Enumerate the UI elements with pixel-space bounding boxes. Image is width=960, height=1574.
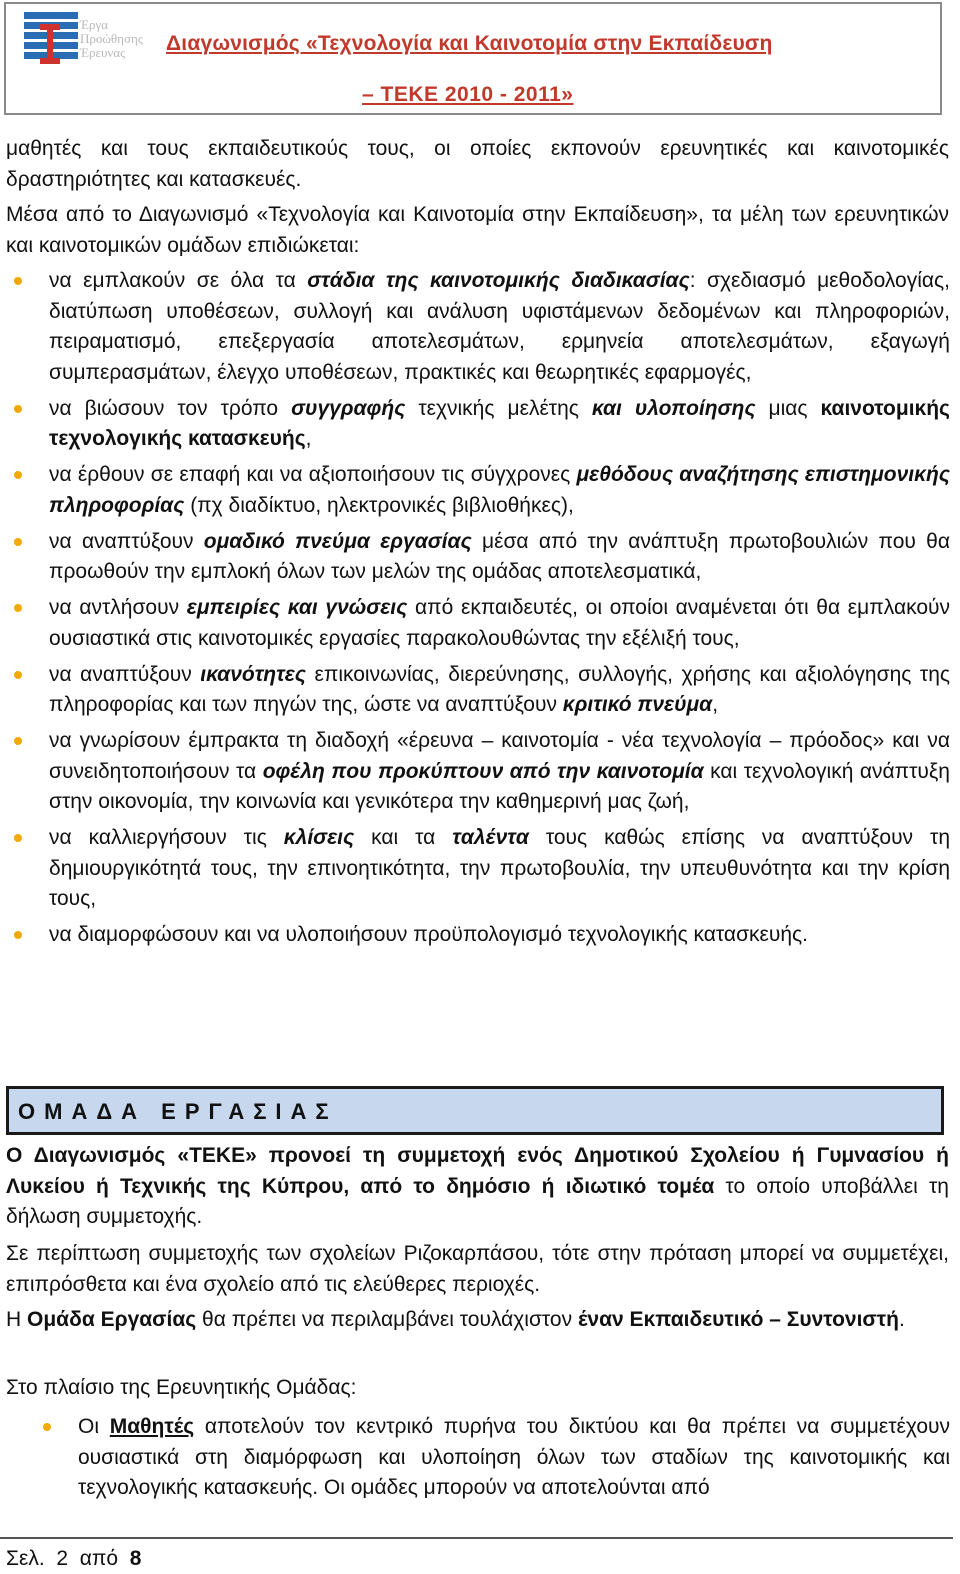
- team-list: [0, 1412, 950, 1509]
- bullet-icon: [14, 471, 22, 479]
- list-item: να αντλήσουν εμπειρίες και γνώσεις από εκπαιδευτές, οι οποίοι αναμένεται ότι θα εμπλακούν ουσιαστικά στις καινοτομικές εργασίες παρακολουθώντας την εξέλιξή τους,: [0, 593, 950, 654]
- page-number: 2: [56, 1547, 69, 1570]
- bullet-icon: [14, 277, 22, 285]
- section-heading: [6, 1086, 944, 1135]
- page-header: [4, 2, 942, 115]
- list-item: να καλλιεργήσουν τις κλίσεις και τα ταλέντα τους καθώς επίσης να αναπτύξουν τη δημιουργικότητά τους, την επινοητικότητα, την πρωτοβουλία, την υπευθυνότητα και την κρίση τους,: [0, 823, 950, 915]
- bullet-icon: [14, 834, 22, 842]
- bullet-icon: [14, 931, 22, 939]
- intro-paragraph-1: μαθητές και τους εκπαιδευτικούς τους, οι οποίες εκπονούν ερευνητικές και καινοτομικές δραστηριότητες και κατασκευές.: [6, 137, 949, 191]
- section-paragraph-2: Σε περίπτωση συμμετοχής των σχολείων Ριζοκαρπάσου, τότε στην πρόταση μπορεί να συμμετέχει, επιπρόσθετα και ένα σχολείο από τις ελεύθερες περιοχές.: [6, 1242, 949, 1296]
- list-item: να αναπτύξουν ομαδικό πνεύμα εργασίας μέσα από την ανάπτυξη πρωτοβουλιών που θα προωθούν την εμπλοκή όλων των μελών της ομάδας αποτελεσματικά,: [0, 527, 950, 588]
- logo-text: Έργα Προώθησης Έρευνας: [80, 17, 143, 60]
- bullet-icon: [14, 538, 22, 546]
- list-item: να διαμορφώσουν και να υλοποιήσουν προϋπολογισμό τεχνολογικής κατασκευής.: [0, 920, 950, 951]
- list-item: να έρθουν σε επαφή και να αξιοποιήσουν τις σύγχρονες μεθόδους αναζήτησης επιστημονικής πληροφορίας (πχ διαδίκτυο, ηλεκτρονικές βιβλιοθήκες),: [0, 460, 950, 521]
- page-footer: Σελ. 2 από 8: [6, 1547, 142, 1570]
- list-item: να βιώσουν τον τρόπο συγγραφής τεχνικής μελέτης και υλοποίησης μιας καινοτομικής τεχνολογικής κατασκευής,: [0, 394, 950, 455]
- bullet-icon: [14, 405, 22, 413]
- footer-divider: [0, 1537, 953, 1539]
- list-item: να γνωρίσουν έμπρακτα τη διαδοχή «έρευνα – καινοτομία - νέα τεχνολογία – πρόοδος» και να συνειδητοποιήσουν τα οφέλη που προκύπτουν από την καινοτομία και τεχνολογική ανάπτυξη στην οικονομία, την κοινωνία και γενικότερα την καθημερινή μας ζωή,: [0, 726, 950, 818]
- list-item: Οι Μαθητές αποτελούν τον κεντρικό πυρήνα του δικτύου και θα πρέπει να συμμετέχουν ουσιαστικά στη διαμόρφωση και υλοποίηση όλων των σταδίων της καινοτομικής και τεχνολογικής κατασκευής. Οι ομάδες μπορούν να αποτελούνται από: [0, 1412, 950, 1504]
- bullet-icon: [14, 604, 22, 612]
- list-item: να αναπτύξουν ικανότητες επικοινωνίας, διερεύνησης, συλλογής, χρήσης και αξιολόγησης της πληροφορίας και των πηγών της, ώστε να αναπτύξουν κριτικό πνεύμα,: [0, 660, 950, 721]
- section-paragraph-1: Ο Διαγωνισμός «ΤΕΚΕ» προνοεί τη συμμετοχή ενός Δημοτικού Σχολείου ή Γυμνασίου ή Λυκείου ή Τεχνικής της Κύπρου, από το δημόσιο ή ιδιωτικό τομέα το οποίο υποβάλλει τη δήλωση συμμετοχής.: [6, 1144, 949, 1228]
- header-title-line2: – ΤΕΚΕ 2010 - 2011»: [362, 83, 574, 106]
- bullet-icon: [14, 671, 22, 679]
- section-paragraph-4: Στο πλαίσιο της Ερευνητικής Ομάδας:: [6, 1376, 357, 1399]
- list-item: να εμπλακούν σε όλα τα στάδια της καινοτομικής διαδικασίας: σχεδιασμό μεθοδολογίας, διατύπωση υποθέσεων, συλλογή και ανάλυση υφιστάμενων δεδομένων και πληροφοριών, πειραματισμό, επεξεργασία αποτελεσμάτων, ερμηνεία αποτελεσμάτων, εξαγωγή συμπερασμάτων, έλεγχο υποθέσεων, πρακτικές και θεωρητικές εφαρμογές,: [0, 266, 950, 388]
- header-title-line1: Διαγωνισμός «Τεχνολογία και Καινοτομία στην Εκπαίδευση: [166, 32, 773, 55]
- bullet-icon: [43, 1423, 51, 1431]
- section-title: ΟΜΑΔΑ ΕΡΓΑΣΙΑΣ: [18, 1099, 338, 1124]
- goals-list: [0, 266, 950, 956]
- section-paragraph-3: Η Ομάδα Εργασίας θα πρέπει να περιλαμβάνει τουλάχιστον έναν Εκπαιδευτικό – Συντονιστή.: [6, 1308, 905, 1331]
- bullet-icon: [14, 737, 22, 745]
- page-total: 8: [129, 1547, 142, 1570]
- intro-paragraph-2: Μέσα από το Διαγωνισμό «Τεχνολογία και Καινοτομία στην Εκπαίδευση», τα μέλη των ερευνητικών και καινοτομικών ομάδων επιδιώκεται:: [6, 203, 949, 257]
